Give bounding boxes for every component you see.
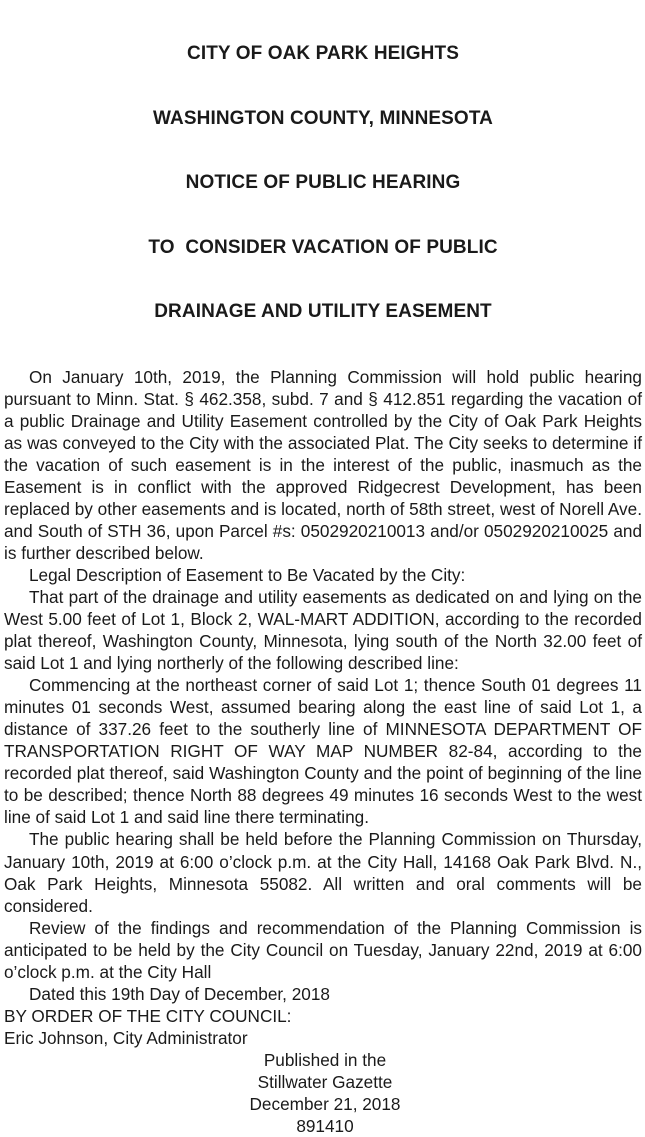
notice-heading [4, 0, 642, 366]
commencing-paragraph: Commencing at the northeast corner of said Lot 1; thence South 01 degrees 11 minutes 01 seconds West, assumed bearing along the east line of said Lot 1, a distance of 337.26 feet to the southerly line of MINNESOTA DEPARTMENT OF TRANSPORTATION RIGHT OF WAY MAP NUMBER 82-84, according to the recorded plat thereof, said Washington County and the point of beginning of the line to be described; thence North 88 degrees 49 minutes 16 seconds West to the west line of said Lot 1 and said line there terminating. [4, 675, 642, 828]
heading-city: CITY OF OAK PARK HEIGHTS [187, 43, 459, 64]
notice-body [4, 366, 642, 1049]
published-in-label: Published in the [263, 1049, 387, 1070]
hearing-details-paragraph: The public hearing shall be held before the Planning Commission on Thursday, January 10th, 2019 at 6:00 o’clock p.m. at the City Hall, 14168 Oak Park Blvd. N., Oak Park Heights, Minnesota 55082. All written and oral comments will be considered. [4, 829, 642, 916]
newspaper-name: Stillwater Gazette [257, 1072, 393, 1092]
dated-line: Dated this 19th Day of December, 2018 [29, 983, 330, 1004]
notice-number: 891410 [296, 1116, 354, 1137]
heading-notice-type: NOTICE OF PUBLIC HEARING [185, 172, 461, 193]
heading-county: WASHINGTON COUNTY, MINNESOTA [153, 107, 493, 129]
signer-line: Eric Johnson, City Administrator [4, 1027, 248, 1048]
publication-info [4, 1049, 642, 1137]
council-review-paragraph: Review of the findings and recommendation of the Planning Commission is anticipated to be held by the City Council on Tuesday, January 22nd, 2019 at 6:00 o’clock p.m. at the City Hall [4, 917, 642, 982]
legal-description-label: Legal Description of Easement to Be Vacated by the City: [29, 564, 466, 585]
order-line: BY ORDER OF THE CITY COUNCIL: [4, 1005, 292, 1026]
publication-date: December 21, 2018 [249, 1094, 401, 1115]
heading-subject-line-1: TO CONSIDER VACATION OF PUBLIC [148, 236, 498, 258]
hearing-intro-paragraph: On January 10th, 2019, the Planning Commission will hold public hearing pursuant to Minn. Stat. § 462.358, subd. 7 and § 412.851 regarding the vacation of a public Drainage and Utility Easement controlled by the City of Oak Park Heights as was conveyed to the City with the associated Plat. The City seeks to determine if the vacation of such easement is in the interest of the public, inasmuch as the Easement is in conflict with the approved Ridgecrest Development, has been replaced by other easements and is located, north of 58th street, west of Norell Ave. and South of STH 36, upon Parcel #s: 0502920210013 and/or 0502920210025 and is further described below. [4, 366, 642, 563]
heading-subject-line-2: DRAINAGE AND UTILITY EASEMENT [154, 301, 492, 322]
legal-description-paragraph: That part of the drainage and utility easements as dedicated on and lying on the West 5.00 feet of Lot 1, Block 2, WAL-MART ADDITION, according to the recorded plat thereof, Washington County, Minnesota, lying south of the North 32.00 feet of said Lot 1 and lying northerly of the following described line: [4, 586, 642, 674]
